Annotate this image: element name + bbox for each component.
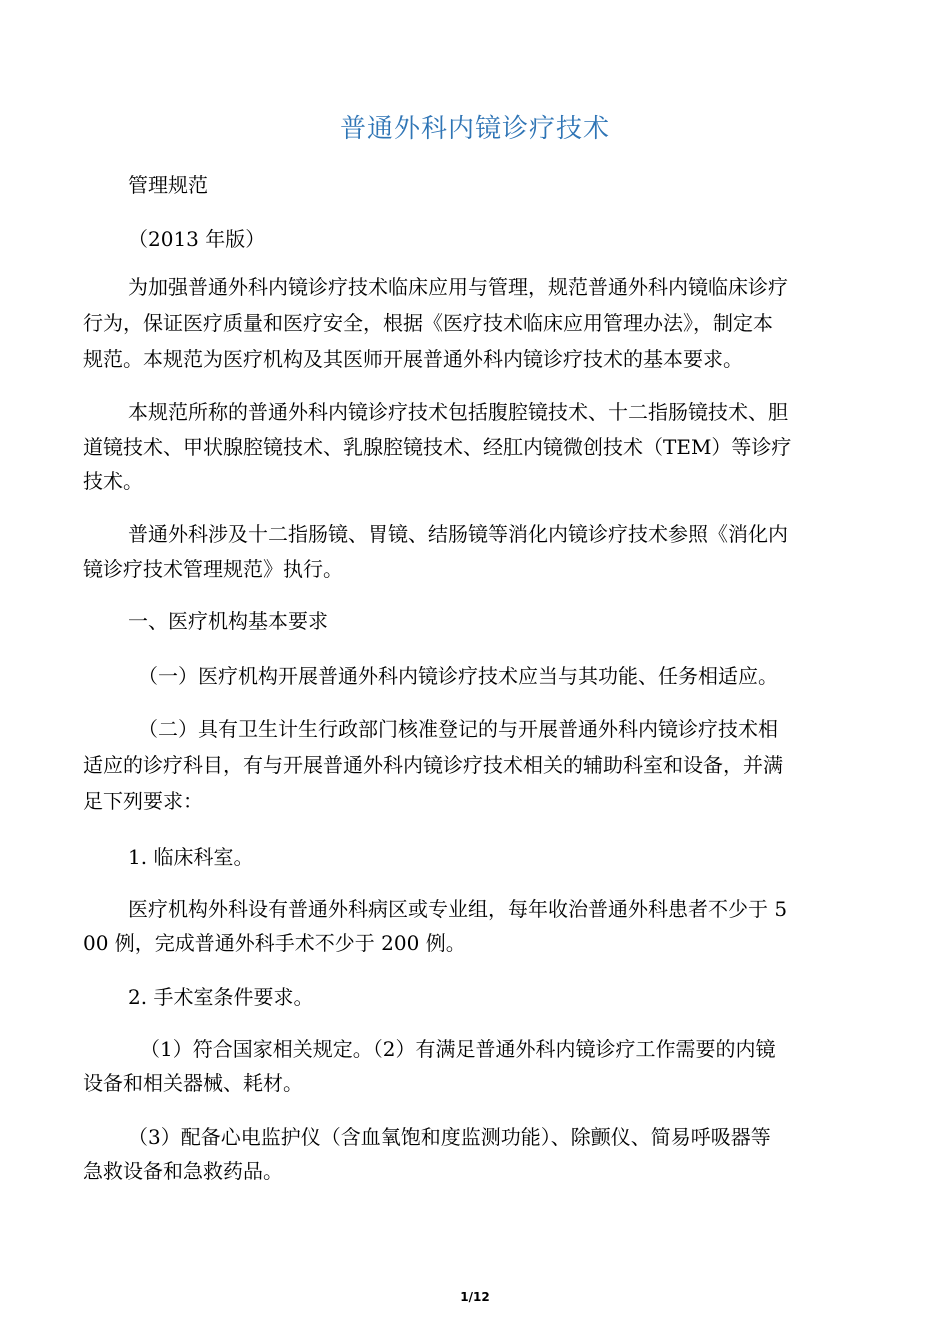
- section-heading-1: 一、医疗机构基本要求: [128, 609, 328, 633]
- requirement-item-2-line-1: （二）具有卫生计生行政部门核准登记的与开展普通外科内镜诊疗技术相: [138, 717, 778, 741]
- paragraph-4-line-2: 00 例，完成普通外科手术不少于 200 例。: [83, 931, 466, 955]
- subsection-2: 2. 手术室条件要求。: [128, 985, 314, 1009]
- paragraph-5-line-2: 设备和相关器械、耗材。: [83, 1071, 303, 1095]
- paragraph-1-line-2: 行为，保证医疗质量和医疗安全，根据《医疗技术临床应用管理办法》，制定本: [83, 311, 773, 335]
- paragraph-5-line-1: （1）符合国家相关规定。（2）有满足普通外科内镜诊疗工作需要的内镜: [140, 1037, 776, 1061]
- page-number: 1/12: [460, 1290, 490, 1304]
- paragraph-6-line-2: 急救设备和急救药品。: [83, 1159, 283, 1183]
- edition-label: （2013 年版）: [128, 227, 266, 251]
- paragraph-1-line-3: 规范。本规范为医疗机构及其医师开展普通外科内镜诊疗技术的基本要求。: [83, 347, 743, 371]
- paragraph-6-line-1: （3）配备心电监护仪（含血氧饱和度监测功能）、除颤仪、简易呼吸器等: [128, 1125, 771, 1149]
- document-subtitle: 管理规范: [128, 173, 208, 197]
- paragraph-4-line-1: 医疗机构外科设有普通外科病区或专业组，每年收治普通外科患者不少于 5: [128, 897, 788, 921]
- subsection-1: 1. 临床科室。: [128, 845, 254, 869]
- paragraph-3-line-1: 普通外科涉及十二指肠镜、胃镜、结肠镜等消化内镜诊疗技术参照《消化内: [128, 522, 788, 546]
- paragraph-1-line-1: 为加强普通外科内镜诊疗技术临床应用与管理，规范普通外科内镜临床诊疗: [128, 275, 788, 299]
- paragraph-2-line-3: 技术。: [83, 469, 143, 493]
- requirement-item-2-line-3: 足下列要求：: [83, 789, 203, 813]
- document-title: 普通外科内镜诊疗技术: [339, 114, 610, 144]
- requirement-item-2-line-2: 适应的诊疗科目，有与开展普通外科内镜诊疗技术相关的辅助科室和设备，并满: [83, 753, 783, 777]
- requirement-item-1: （一）医疗机构开展普通外科内镜诊疗技术应当与其功能、任务相适应。: [138, 664, 778, 688]
- paragraph-2-line-1: 本规范所称的普通外科内镜诊疗技术包括腹腔镜技术、十二指肠镜技术、胆: [128, 400, 788, 424]
- paragraph-3-line-2: 镜诊疗技术管理规范》执行。: [83, 557, 343, 581]
- paragraph-2-line-2: 道镜技术、甲状腺腔镜技术、乳腺腔镜技术、经肛内镜微创技术（TEM）等诊疗: [83, 435, 792, 459]
